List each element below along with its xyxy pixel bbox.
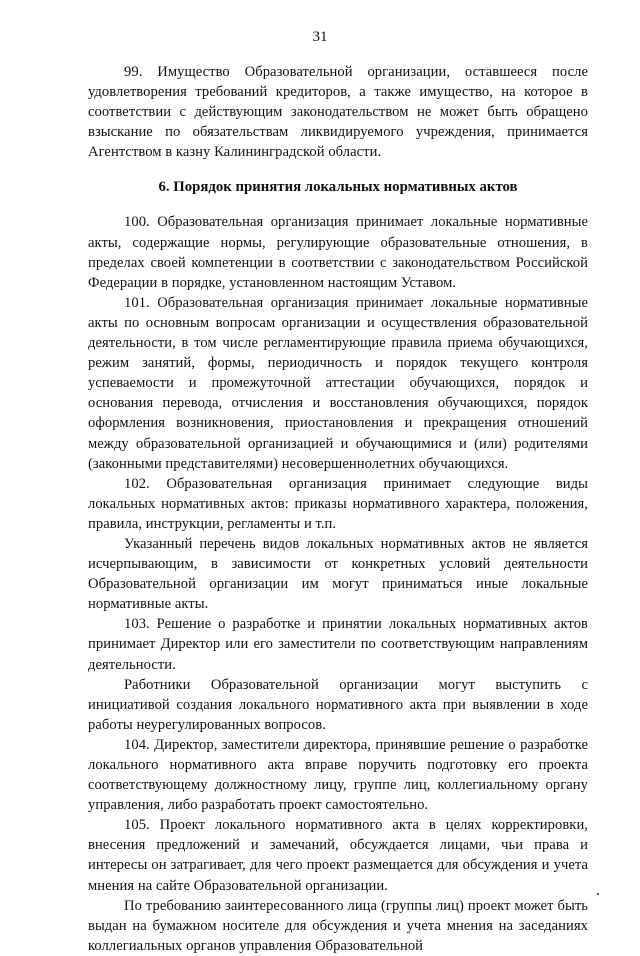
paragraph-100: 100. Образовательная организация принимает локальные нормативные акты, содержащие нормы, регулирующие образовательные отношения, в пределах своей компетенции в соответствии с законодательством Российской Федерации в порядке, установленном настоящим Уставом. — [88, 214, 588, 291]
scan-speck — [597, 893, 599, 895]
document-body — [88, 62, 588, 956]
paragraph-105-continuation: По требованию заинтересованного лица (группы лиц) проект может быть выдан на бумажном носителе для обсуждения и учета мнения на заседаниях коллегиальных органов управления Образовательной — [88, 897, 588, 954]
section-title: 6. Порядок принятия локальных нормативных актов — [158, 179, 518, 196]
paragraph-103-continuation: Работники Образовательной организации могут выступить с инициативой создания локального нормативного акта при выявлении в ходе работы неурегулированных вопросов. — [88, 676, 588, 733]
paragraph-101: 101. Образовательная организация принимает локальные нормативные акты по основным вопросам организации и осуществления образовательной деятельности, в том числе регламентирующие правила приема обучающихся, режим занятий, формы, периодичность и порядок текущего контроля успеваемости и промежуточной аттестации обучающихся, порядок и основания перевода, отчисления и восстановления обучающихся, порядок оформления возникновения, приостановления и прекращения отношений между образовательной организацией и обучающимися и (или) родителями (законными представителями) несовершеннолетних обучающихся. — [88, 294, 588, 472]
page-number: 31 — [312, 29, 328, 45]
paragraph-105: 105. Проект локального нормативного акта в целях корректировки, внесения предложений и замечаний, обсуждается лицами, чьи права и интересы он затрагивает, для чего проект размещается для обсуждения и учета мнения на сайте Образовательной организации. — [88, 817, 588, 894]
paragraph-104: 104. Директор, заместители директора, принявшие решение о разработке локального нормативного акта вправе поручить подготовку его проекта соответствующему должностному лицу, группе лиц, коллегиальному органу управления, либо разработать проект самостоятельно. — [88, 736, 588, 814]
paragraph-102: 102. Образовательная организация принимает следующие виды локальных нормативных актов: приказы нормативного характера, положения, правила, инструкции, регламенты и т.п. — [88, 475, 588, 532]
paragraph-103: 103. Решение о разработке и принятии локальных нормативных актов принимает Директор или его заместители по соответствующим направлениям деятельности. — [88, 616, 588, 673]
paragraph-99: 99. Имущество Образовательной организации, оставшееся после удовлетворения требований кредиторов, а также имущество, на которое в соответствии с действующим законодательством не может быть обращено взыскание по обязательствам ликвидируемого учреждения, принимается Агентством в казну Калининградской области. — [88, 64, 588, 161]
paragraph-102-continuation: Указанный перечень видов локальных нормативных актов не является исчерпывающим, в зависимости от конкретных условий деятельности Образовательной организации им могут приниматься иные локальные нормативные акты. — [88, 535, 588, 613]
